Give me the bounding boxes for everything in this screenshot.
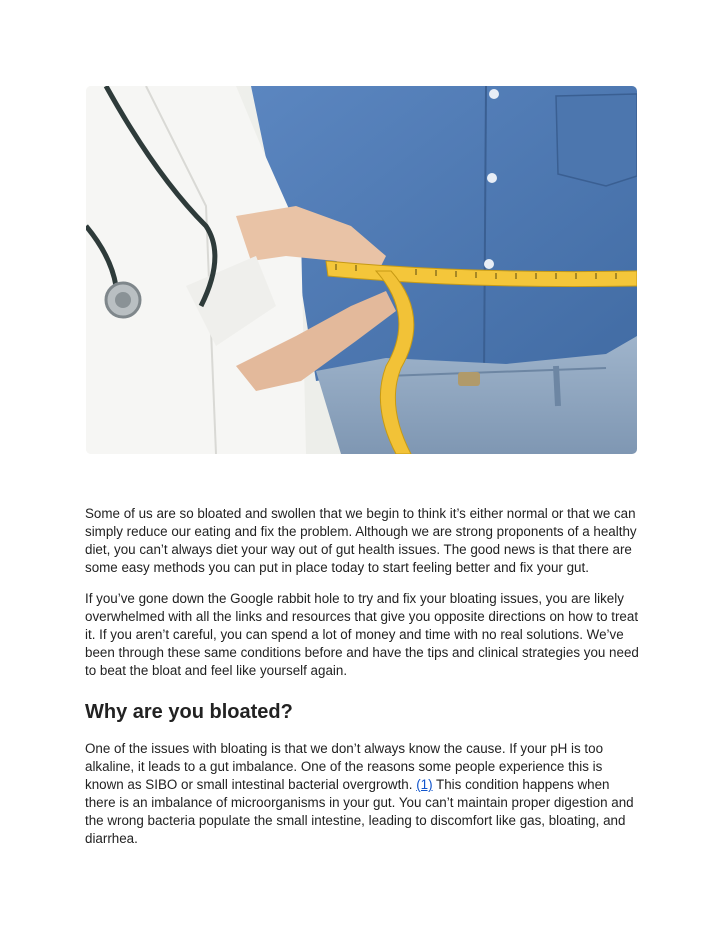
shirt-button xyxy=(487,173,497,183)
third-paragraph-start: One of the issues with bloating is that we don’t always know the cause. If your pH is too alkaline, it leads to a gut imbalance. One of the reasons some people experience this is known as SIBO or small intestinal bacterial overgrowth. xyxy=(85,741,604,792)
hero-illustration xyxy=(86,86,637,454)
third-paragraph-end: This condition happens when there is an imbalance of microorganisms in your gut. You can’t maintain proper digestion and the wrong bacteria populate the small intestine, leading to discomfort like gas, bloating, and diarrhea. xyxy=(85,777,634,846)
citation-link[interactable]: (1) xyxy=(416,777,433,792)
article-body xyxy=(85,505,640,848)
belt-button xyxy=(458,372,480,386)
section-heading: Why are you bloated? xyxy=(85,701,293,723)
intro-paragraph: Some of us are so bloated and swollen that we begin to think it’s either normal or that we can simply reduce our eating and fix the problem. Although we are strong proponents of a healthy diet, you can’t always diet your way out of gut health issues. The good news is that there are some easy methods you can put in place today to start feeling better and fix your gut. xyxy=(85,506,637,575)
third-paragraph xyxy=(85,740,640,848)
hero-image xyxy=(86,86,637,454)
second-paragraph: If you’ve gone down the Google rabbit hole to try and fix your bloating issues, you are likely overwhelmed with all the links and resources that give you opposite directions on how to treat it. If you aren’t careful, you can spend a lot of money and time with no real solutions. We’ve been through these same conditions before and have the tips and clinical strategies you need to beat the bloat and feel like yourself again. xyxy=(85,591,639,678)
shirt-button xyxy=(489,89,499,99)
shirt-pocket xyxy=(556,94,637,186)
shirt-button xyxy=(484,259,494,269)
